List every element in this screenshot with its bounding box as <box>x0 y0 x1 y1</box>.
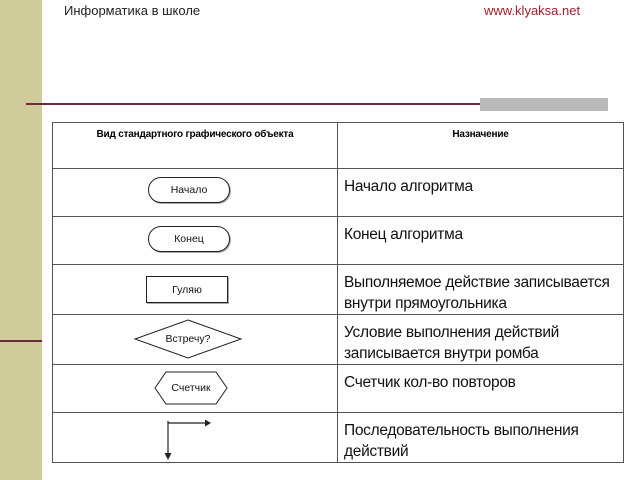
divider-accent-block <box>480 98 608 111</box>
left-decor-line <box>0 340 42 342</box>
flow-arrows-icon <box>163 417 213 461</box>
left-decor-band <box>0 0 42 480</box>
row-description: Последовательность выполнения действий <box>344 422 579 460</box>
table-row <box>53 169 624 217</box>
flowchart-symbols-table <box>52 122 624 463</box>
row-description: Начало алгоритма <box>344 178 473 195</box>
site-url[interactable]: www.klyaksa.net <box>484 3 581 18</box>
shape-label: Конец <box>174 233 204 245</box>
table-row <box>53 413 624 463</box>
shape-label: Гуляю <box>172 283 202 296</box>
table-header-row <box>53 123 624 169</box>
terminator-end-shape <box>148 226 230 252</box>
col-shape-header: Вид стандартного графического объекта <box>96 129 294 140</box>
table-row <box>53 265 624 315</box>
table-row <box>53 217 624 265</box>
process-shape <box>146 276 228 303</box>
shape-label: Встречу? <box>165 333 211 345</box>
terminator-start-shape <box>148 177 230 203</box>
col-purpose-header: Назначение <box>452 129 509 140</box>
table-row <box>53 365 624 413</box>
row-description: Счетчик кол-во повторов <box>344 374 516 391</box>
site-name: Информатика в школе <box>64 3 201 18</box>
shape-label-wrap <box>133 318 243 360</box>
table-row <box>53 315 624 365</box>
shape-label: Счетчик <box>171 382 211 394</box>
shape-label: Начало <box>170 184 208 196</box>
row-description: Конец алгоритма <box>344 226 463 243</box>
row-description: Выполняемое действие записывается внутри прямоугольника <box>344 274 610 312</box>
shape-label-wrap <box>154 371 228 405</box>
row-description: Условие выполнения действий записывается внутри ромба <box>344 324 560 362</box>
